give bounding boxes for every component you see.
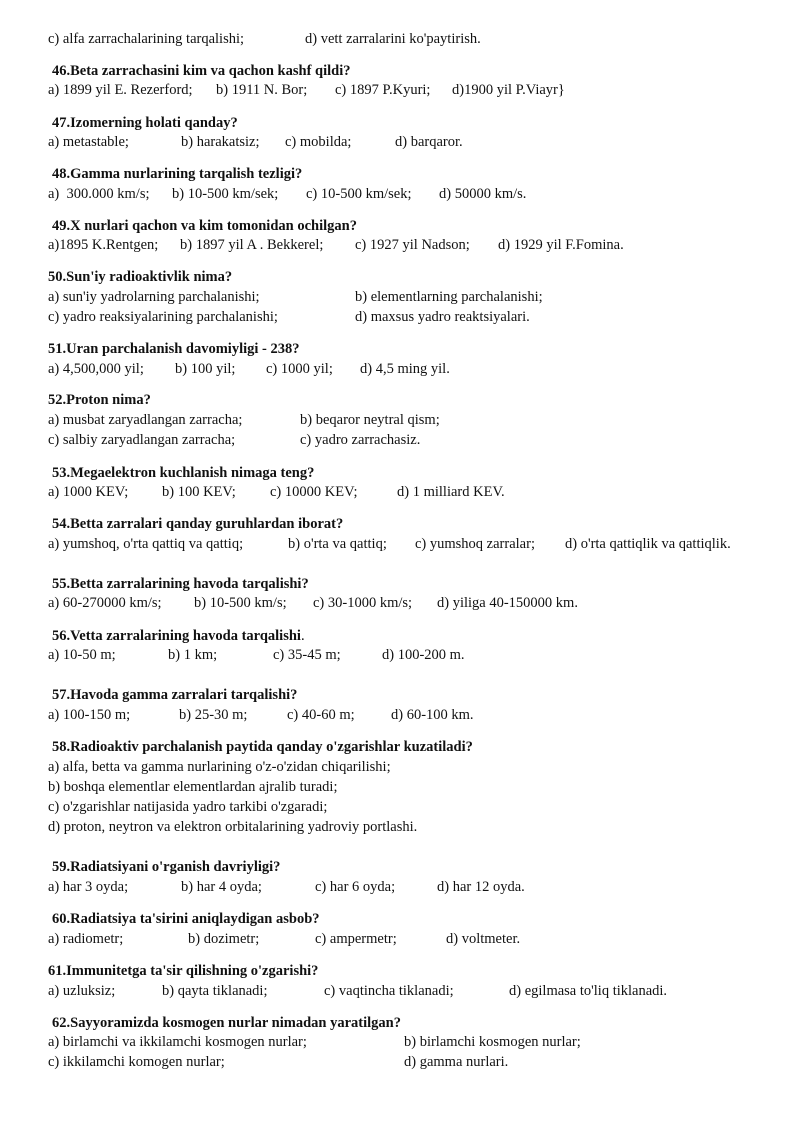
question-title: 49.X nurlari qachon va kim tomonidan ochilgan?	[52, 218, 357, 234]
option-a: a) sun'iy yadrolarning parchalanishi;	[48, 289, 260, 305]
option-d: d) egilmasa to'liq tiklanadi.	[509, 983, 668, 999]
option-d: d) 50000 km/s.	[439, 186, 527, 202]
option-a: a) 100-150 m;	[48, 707, 131, 723]
option-b: b) dozimetr;	[188, 931, 260, 947]
question-title: 47.Izomerning holati qanday?	[52, 115, 238, 131]
option-b: b) 1897 yil A . Bekkerel;	[180, 237, 324, 253]
option-c: c) vaqtincha tiklanadi;	[324, 983, 454, 999]
option-b: b) 1911 N. Bor;	[216, 82, 308, 98]
option-b: b) boshqa elementlar elementlardan ajralib turadi;	[48, 779, 338, 795]
option-b: b) har 4 oyda;	[181, 879, 262, 895]
option-d: d) vett zarralarini ko'paytirish.	[305, 31, 481, 47]
question-title: 60.Radiatsiya ta'sirini aniqlaydigan asbob?	[52, 911, 320, 927]
option-d: d) 4,5 ming yil.	[360, 361, 450, 377]
option-a: a) uzluksiz;	[48, 983, 116, 999]
option-c: c) mobilda;	[285, 134, 352, 150]
question-title: 55.Betta zarralarining havoda tarqalishi?	[52, 576, 309, 592]
option-a: a) 10-50 m;	[48, 647, 116, 663]
question-title: 51.Uran parchalanish davomiyligi - 238?	[48, 341, 300, 357]
option-a: a) yumshoq, o'rta qattiq va qattiq;	[48, 536, 244, 552]
question-title-end: .	[300, 628, 305, 644]
option-b: b) harakatsiz;	[181, 134, 260, 150]
option-c: c) 1927 yil Nadson;	[355, 237, 470, 253]
question-title: 58.Radioaktiv parchalanish paytida qanday o'zgarishlar kuzatiladi?	[52, 739, 473, 755]
option-a: a) 1899 yil E. Rezerford;	[48, 82, 193, 98]
option-d: c) yadro zarrachasiz.	[300, 432, 421, 448]
question-title	[52, 627, 305, 645]
question-title: 48.Gamma nurlarining tarqalish tezligi?	[52, 166, 303, 182]
question-title: 50.Sun'iy radioaktivlik nima?	[48, 269, 233, 285]
option-a: a)1895 K.Rentgen;	[48, 237, 159, 253]
option-a: a) 4,500,000 yil;	[48, 361, 144, 377]
option-a: a) har 3 oyda;	[48, 879, 129, 895]
option-c: c) 40-60 m;	[287, 707, 355, 723]
question-title: 62.Sayyoramizda kosmogen nurlar nimadan yaratilgan?	[52, 1015, 401, 1031]
option-c: c) o'zgarishlar natijasida yadro tarkibi o'zgaradi;	[48, 799, 328, 815]
option-a: a) 1000 KEV;	[48, 484, 129, 500]
option-b: b) birlamchi kosmogen nurlar;	[404, 1034, 581, 1050]
option-b: b) 100 yil;	[175, 361, 236, 377]
option-b: b) elementlarning parchalanishi;	[355, 289, 543, 305]
option-d: d) voltmeter.	[446, 931, 521, 947]
option-c: c) yadro reaksiyalarining parchalanishi;	[48, 309, 278, 325]
option-a: a) 60-270000 km/s;	[48, 595, 162, 611]
option-c: c) alfa zarrachalarining tarqalishi;	[48, 31, 245, 47]
option-c: c) har 6 oyda;	[315, 879, 396, 895]
option-c: c) 10-500 km/sek;	[306, 186, 412, 202]
option-a: a) musbat zaryadlangan zarracha;	[48, 412, 243, 428]
option-d: d) 60-100 km.	[391, 707, 474, 723]
option-d: d) 100-200 m.	[382, 647, 465, 663]
question-title-text: 56.Vetta zarralarining havoda tarqalishi	[52, 628, 301, 644]
option-c: c) salbiy zaryadlangan zarracha;	[48, 432, 236, 448]
option-d: d)1900 yil P.Viayr}	[452, 82, 565, 98]
option-a: a) alfa, betta va gamma nurlarining o'z-o'zidan chiqarilishi;	[48, 759, 391, 775]
option-c: c) ampermetr;	[315, 931, 397, 947]
option-a: a) birlamchi va ikkilamchi kosmogen nurlar;	[48, 1034, 307, 1050]
question-title: 61.Immunitetga ta'sir qilishning o'zgarishi?	[48, 963, 319, 979]
option-d: d) 1929 yil F.Fomina.	[498, 237, 624, 253]
question-title: 59.Radiatsiyani o'rganish davriyligi?	[52, 859, 281, 875]
option-a: a) radiometr;	[48, 931, 124, 947]
option-c: c) 35-45 m;	[273, 647, 341, 663]
option-d: d) gamma nurlari.	[404, 1054, 509, 1070]
option-c: c) 10000 KEV;	[270, 484, 358, 500]
option-b: b) 25-30 m;	[179, 707, 248, 723]
option-b: b) 100 KEV;	[162, 484, 236, 500]
option-c: c) yumshoq zarralar;	[415, 536, 535, 552]
option-d: d) o'rta qattiqlik va qattiqlik.	[565, 536, 731, 552]
option-d: d) yiliga 40-150000 km.	[437, 595, 578, 611]
question-title: 46.Beta zarrachasini kim va qachon kashf qildi?	[52, 63, 351, 79]
question-title: 54.Betta zarralari qanday guruhlardan iborat?	[52, 516, 344, 532]
option-d: d) maxsus yadro reaktsiyalari.	[355, 309, 530, 325]
option-a: a) metastable;	[48, 134, 129, 150]
option-b: b) 1 km;	[168, 647, 218, 663]
question-title: 53.Megaelektron kuchlanish nimaga teng?	[52, 465, 315, 481]
option-c: c) 1000 yil;	[266, 361, 333, 377]
option-b: b) 10-500 km/s;	[194, 595, 287, 611]
option-b: b) beqaror neytral qism;	[300, 412, 440, 428]
option-b: b) o'rta va qattiq;	[288, 536, 387, 552]
question-title: 57.Havoda gamma zarralari tarqalishi?	[52, 687, 298, 703]
option-b: b) 10-500 km/sek;	[172, 186, 279, 202]
option-b: b) qayta tiklanadi;	[162, 983, 268, 999]
option-a: a) 300.000 km/s;	[48, 186, 150, 202]
option-d: d) barqaror.	[395, 134, 463, 150]
option-c: c) ikkilamchi komogen nurlar;	[48, 1054, 225, 1070]
option-c: c) 30-1000 km/s;	[313, 595, 413, 611]
question-title: 52.Proton nima?	[48, 392, 151, 408]
option-d: d) proton, neytron va elektron orbitalarining yadroviy portlashi.	[48, 819, 418, 835]
option-d: d) 1 milliard KEV.	[397, 484, 505, 500]
option-c: c) 1897 P.Kyuri;	[335, 82, 431, 98]
option-d: d) har 12 oyda.	[437, 879, 525, 895]
